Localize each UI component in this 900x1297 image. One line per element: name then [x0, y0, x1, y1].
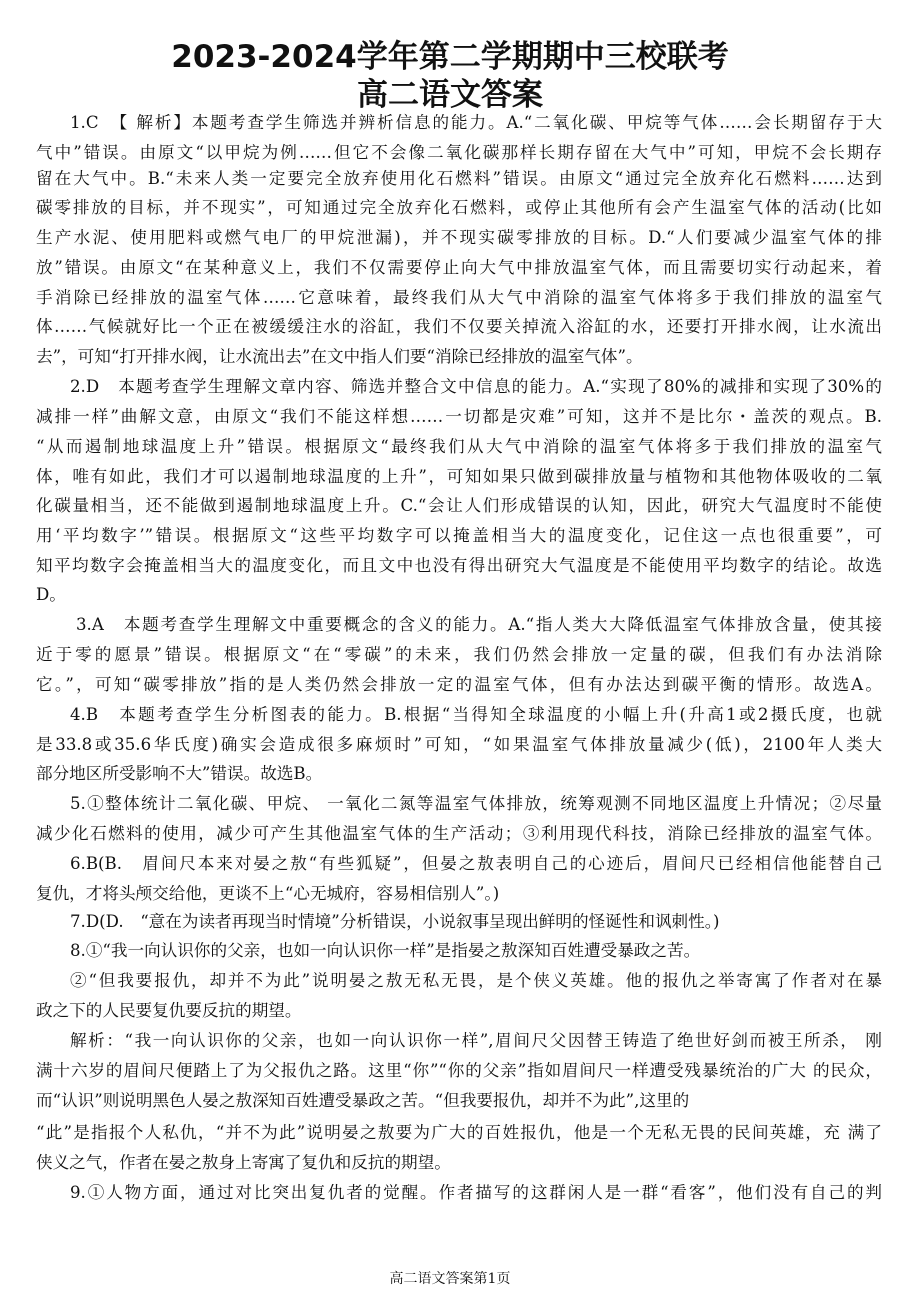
text-line: 政之下的人民要复仇要反抗的期望。 — [36, 1001, 302, 1020]
text-line: 解析：“我一向认识你的父亲，也如一向认识你一样”,眉间尺父因替王铸造了绝世好剑而被王所杀， 刚 — [70, 1031, 882, 1050]
text-line: 碳零排放的目标，并不现实”，可知通过完全放弃化石燃料，或停止其他所有会产生温室气体的活动(比如 — [36, 198, 882, 217]
text-line: 化碳量相当，还不能做到遏制地球温度上升。C.“会让人们形成错误的认知，因此，研究大气温度时不能使 — [36, 496, 882, 515]
text-line: 手消除已经排放的温室气体……它意味着，最终我们从大气中消除的温室气体将多于我们排放的温室气 — [36, 288, 882, 307]
text-line: 气中”错误。由原文“以甲烷为例……但它不会像二氧化碳那样长期存留在大气中”可知，甲烷不会长期存 — [36, 143, 882, 162]
text-line: 减排一样”曲解文意，由原文“我们不能这样想……一切都是灾难”可知，这并不是比尔・盖茨的观点。B. — [36, 407, 882, 426]
text-line: “此”是指报个人私仇，“并不为此”说明晏之敖要为广大的百姓报仇，他是一个无私无畏的民间英雄，充 满了 — [36, 1123, 882, 1142]
text-line: 4.B 本题考查学生分析图表的能力。B.根据“当得知全球温度的小幅上升(升高1或2摄氏度，也就 — [70, 705, 882, 724]
text-line: 侠义之气，作者在晏之敖身上寄寓了复仇和反抗的期望。 — [36, 1153, 451, 1172]
text-line: 1.C 【 解析】本题考查学生筛选并辨析信息的能力。A.“二氧化碳、甲烷等气体……会长期留存于大 — [70, 113, 882, 132]
text-line: 知平均数字会掩盖相当大的温度变化，而且文中也没有得出研究大气温度是不能使用平均数字的结论。故选 — [36, 556, 882, 575]
text-line: 留在大气中。B.“未来人类一定要完全放弃使用化石燃料”错误。由原文“通过完全放弃化石燃料……达到 — [36, 169, 882, 188]
text-line: 部分地区所受影响不大”错误。故选B。 — [36, 764, 323, 783]
text-line: 用‘平均数字’”错误。根据原文“这些平均数字可以掩盖相当大的温度变化，记住这一点也很重要”，可 — [36, 526, 882, 545]
text-line: 而“认识”则说明黑色人晏之敖深知百姓遭受暴政之苦。“但我要报仇，却并不为此”,这里的 — [36, 1091, 690, 1110]
text-line: 3.A 本题考查学生理解文中重要概念的含义的能力。A.“指人类大大降低温室气体排放含量，使其接 — [76, 615, 882, 634]
text-line: D。 — [36, 585, 66, 604]
text-line: ②“但我要报仇，却并不为此”说明晏之敖无私无畏，是个侠义英雄。他的报仇之举寄寓了作者对在暴 — [70, 971, 882, 990]
text-line: 减少化石燃料的使用，减少可产生其他温室气体的生产活动；③利用现代科技，消除已经排放的温室气体。 — [36, 824, 882, 843]
title-line-1: 2023-2024学年第二学期期中三校联考 — [171, 39, 729, 75]
text-line: 满十六岁的眉间尺便踏上了为父报仇之路。这里“你”“你的父亲”指如眉间尺一样遭受残暴统治的广大 的民众， — [36, 1061, 882, 1080]
text-line: 去”，可知“打开排水阀，让水流出去”在文中指人们要“消除已经排放的温室气体”。 — [36, 347, 643, 366]
text-line: 5.①整体统计二氧化碳、甲烷、 一氧化二氮等温室气体排放，统筹观测不同地区温度上升情况；②尽量 — [70, 794, 882, 813]
text-line: 生产水泥、使用肥料或燃气电厂的甲烷泄漏)，并不现实碳零排放的目标。D.“人们要减少温室气体的排 — [36, 228, 882, 247]
text-line: 6.B(B. 眉间尺本来对晏之敖“有些狐疑”，但晏之敖表明自己的心迹后，眉间尺已经相信他能替自己 — [70, 854, 882, 873]
text-line: 它。”，可知“碳零排放”指的是人类仍然会排放一定的温室气体，但有办法达到碳平衡的情形。故选A。 — [36, 675, 882, 694]
text-line: 放”错误。由原文“在某种意义上，我们不仅需要停止向大气中排放温室气体，而且需要切实行动起来，着 — [36, 258, 882, 277]
text-line: 7.D(D. “意在为读者再现当时情境”分析错误，小说叙事呈现出鲜明的怪诞性和讽刺性。) — [70, 912, 720, 931]
text-line: 复仇，才将头颅交给他，更谈不上“心无城府，容易相信别人”。) — [36, 884, 500, 903]
text-line: 是33.8或35.6华氏度)确实会造成很多麻烦时”可知，“如果温室气体排放量减少(低)，2100年人类大 — [36, 735, 882, 754]
text-line: 8.①“我一向认识你的父亲，也如一向认识你一样”是指晏之敖深知百姓遭受暴政之苦。 — [70, 941, 701, 960]
text-line: 9.①人物方面，通过对比突出复仇者的觉醒。作者描写的这群闲人是一群“看客”，他们没有自己的判 — [70, 1183, 882, 1202]
text-line: 2.D 本题考查学生理解文章内容、筛选并整合文中信息的能力。A.“实现了80%的减排和实现了30%的 — [70, 377, 882, 396]
text-line: “从而遏制地球温度上升”错误。根据原文“最终我们从大气中消除的温室气体将多于我们排放的温室气 — [36, 437, 882, 456]
text-line: 体，唯有如此，我们才可以遏制地球温度的上升”，可知如果只做到碳排放量与植物和其他物体吸收的二氧 — [36, 467, 882, 486]
text-line: 近于零的愿景”错误。根据原文“在“零碳”的未来，我们仍然会排放一定量的碳，但我们有办法消除 — [36, 645, 882, 664]
text-line: 体……气候就好比一个正在被缓缓注水的浴缸，我们不仅要关掉流入浴缸的水，还要打开排水阀，让水流出 — [36, 317, 882, 336]
page-footer: 高二语文答案第1页 — [389, 1271, 511, 1287]
title-line-2: 高二语文答案 — [357, 77, 543, 113]
